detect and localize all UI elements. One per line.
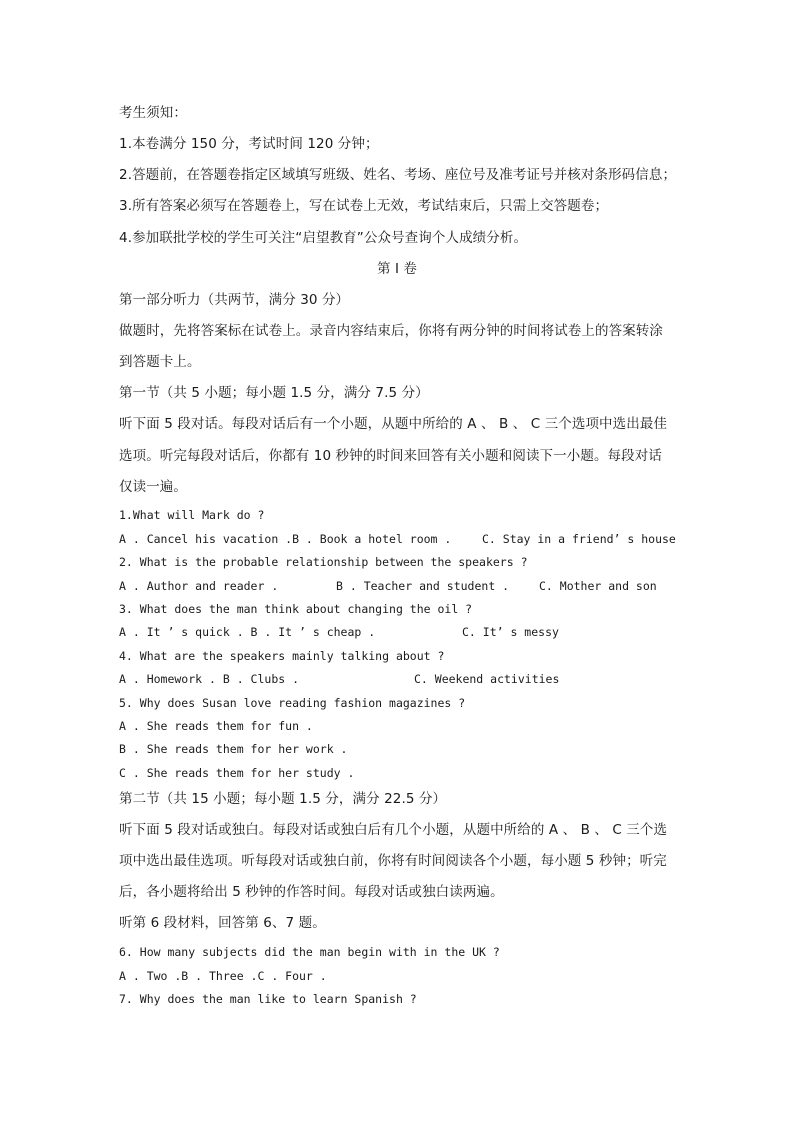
question-5-stem: 5. Why does Susan love reading fashion magazines ?	[119, 696, 466, 710]
question-4-stem: 4. What are the speakers mainly talking about ?	[119, 649, 445, 663]
section1-title: 第一节（共 5 小题；每小题 1.5 分，满分 7.5 分）	[119, 385, 429, 401]
question-6-stem: 6. How many subjects did the man begin with in the UK ?	[119, 945, 500, 959]
question-5-option-a: A . She reads them for fun .	[119, 719, 313, 733]
material-6-heading: 听第 6 段材料，回答第 6、7 题。	[119, 915, 326, 931]
section2-title: 第二节（共 15 小题；每小题 1.5 分，满分 22.5 分）	[119, 791, 447, 807]
volume-title: 第 I 卷	[376, 261, 418, 277]
notice-item-3: 3.所有答案必须写在答题卷上，写在试卷上无效，考试结束后，只需上交答题卷；	[119, 198, 609, 214]
notice-item-4: 4.参加联批学校的学生可关注“启望教育”公众号查询个人成绩分析。	[119, 230, 528, 246]
part1-title: 第一部分听力（共两节，满分 30 分）	[119, 292, 350, 308]
question-4-option-c: C. Weekend activities	[414, 672, 560, 686]
question-2-option-a: A . Author and reader .	[119, 579, 279, 593]
notice-item-2: 2.答题前，在答题卷指定区域填写班级、姓名、考场、座位号及准考证号并核对条形码信息；	[119, 167, 677, 183]
section2-instruction-line-2: 项中选出最佳选项。听每段对话或独白前，你将有时间阅读各个小题，每小题 5 秒钟；听完	[119, 853, 667, 869]
question-5-option-b: B . She reads them for her work .	[119, 742, 348, 756]
question-1-options-ab: A . Cancel his vacation .B . Book a hotel room .	[119, 532, 452, 546]
question-4-options-ab: A . Homework . B . Clubs .	[119, 672, 300, 686]
question-3-option-c: C. It’ s messy	[462, 625, 559, 639]
question-3-options-ab: A . It ’ s quick . B . It ’ s cheap .	[119, 625, 376, 639]
notice-heading: 考生须知：	[119, 105, 187, 121]
question-7-stem: 7. Why does the man like to learn Spanish ?	[119, 992, 417, 1006]
section2-instruction-line-3: 后，各小题将给出 5 秒钟的作答时间。每段对话或独白读两遍。	[119, 884, 504, 900]
section1-instruction-line-2: 选项。听完每段对话后，你都有 10 秒钟的时间来回答有关小题和阅读下一小题。每段对话	[119, 448, 662, 464]
question-1-option-c: C. Stay in a friend’ s house	[482, 532, 676, 546]
part1-instruction-line-1: 做题时，先将答案标在试卷上。录音内容结束后，你将有两分钟的时间将试卷上的答案转涂	[119, 323, 663, 339]
section2-instruction-line-1: 听下面 5 段对话或独白。每段对话或独白后有几个小题，从题中所给的 A 、 B 、 C 三个选	[119, 822, 668, 838]
notice-item-1: 1.本卷满分 150 分，考试时间 120 分钟；	[119, 136, 379, 152]
question-2-option-c: C. Mother and son	[539, 579, 657, 593]
part1-instruction-line-2: 到答题卡上。	[119, 354, 201, 370]
section1-instruction-line-1: 听下面 5 段对话。每段对话后有一个小题，从题中所给的 A 、 B 、 C 三个选项中选出最佳	[119, 416, 668, 432]
question-6-options: A . Two .B . Three .C . Four .	[119, 969, 327, 983]
question-1-stem: 1.What will Mark do ?	[119, 508, 265, 522]
question-2-stem: 2. What is the probable relationship between the speakers ?	[119, 555, 528, 569]
question-5-option-c: C . She reads them for her study .	[119, 766, 355, 780]
question-2-option-b: B . Teacher and student .	[336, 579, 510, 593]
question-3-stem: 3. What does the man think about changing the oil ?	[119, 602, 473, 616]
section1-instruction-line-3: 仅读一遍。	[119, 479, 187, 495]
